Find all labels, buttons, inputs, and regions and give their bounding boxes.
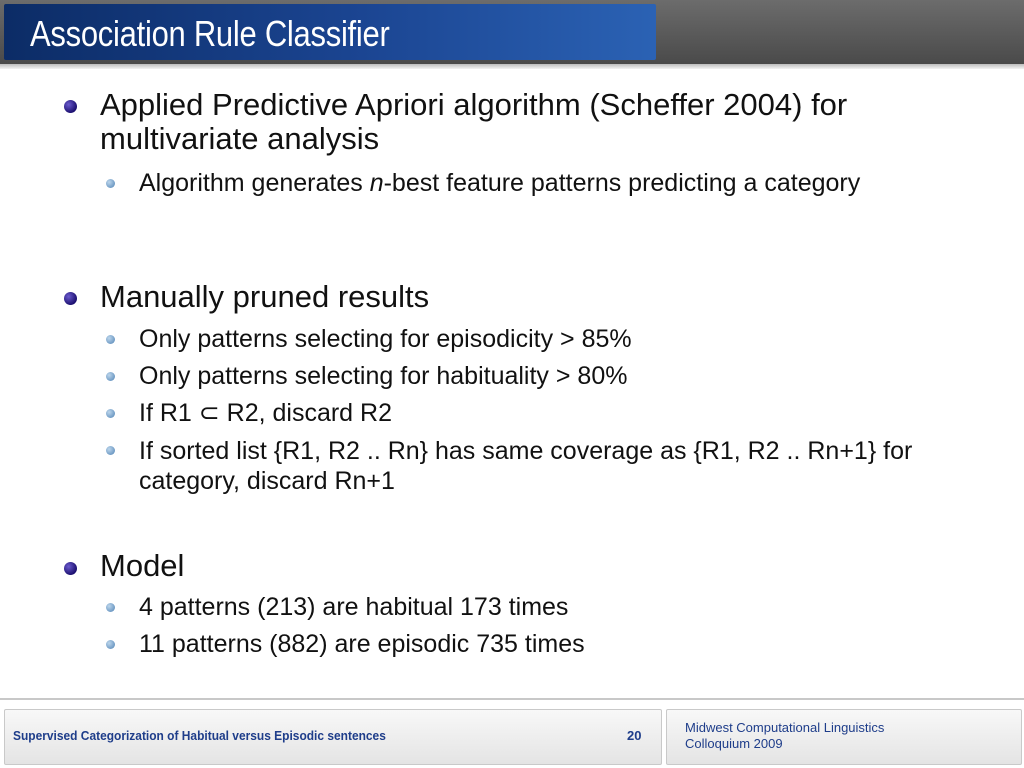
title-band [4,4,656,60]
page-number: 20 [627,728,642,743]
footer-title-box [4,709,662,765]
sub-bullet [139,168,949,198]
sub-bullet-dot-icon [106,603,115,612]
sub-bullet: Only patterns selecting for habituality > 80% [139,362,628,390]
bullet-dot-icon [64,562,77,575]
title-divider [0,64,1024,69]
bullet-dot-icon [64,100,77,113]
sub-bullet: If sorted list {R1, R2 .. Rn} has same coverage as {R1, R2 .. Rn+1} for category, discard Rn+1 [139,437,913,495]
slide-title: Association Rule Classifier [30,13,390,54]
sub-bullet: 11 patterns (882) are episodic 735 times [139,630,585,658]
footer-divider [0,698,1024,700]
sub-bullet-dot-icon [106,446,115,455]
footer-venue [685,720,1015,752]
sub-bullet-dot-icon [106,640,115,649]
sub-bullet: If R1 ⊂ R2, discard R2 [139,399,392,427]
sub-bullet-text-post: -best feature patterns predicting a category [383,169,861,197]
bullet-level1: Applied Predictive Apriori algorithm (Scheffer 2004) for multivariate analysis [100,87,848,156]
footer-title: Supervised Categorization of Habitual versus Episodic sentences [13,728,386,743]
bullet-level1: Manually pruned results [100,279,430,314]
bullet-dot-icon [64,292,77,305]
sub-bullet-dot-icon [106,179,115,188]
sub-bullet-text-em: n [369,169,384,197]
sub-bullet-dot-icon [106,335,115,344]
venue-line-2: Colloquium 2009 [685,736,783,751]
sub-bullet-dot-icon [106,372,115,381]
sub-bullet: 4 patterns (213) are habitual 173 times [139,593,569,621]
bullet-level1: Model [100,548,185,583]
title-bar [0,0,1024,64]
sub-bullet: Only patterns selecting for episodicity > 85% [139,325,632,353]
sub-bullet-dot-icon [106,409,115,418]
sub-bullet-text-pre: Algorithm generates [139,169,370,197]
footer-venue-box [666,709,1022,765]
venue-line-1: Midwest Computational Linguistics [685,720,885,735]
